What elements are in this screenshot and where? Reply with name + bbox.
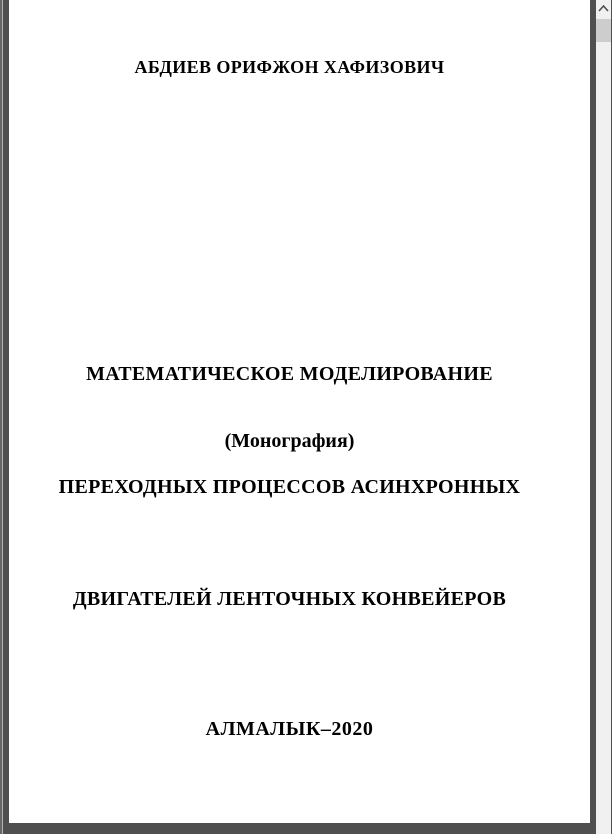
imprint-city-year: АЛМАЛЫК–2020: [205, 718, 374, 740]
book-title: [39, 281, 540, 694]
author-name: АБДИЕВ ОРИФЖОН ХАФИЗОВИЧ: [134, 57, 445, 77]
chevron-up-icon: [598, 5, 609, 12]
scrollbar-thumb[interactable]: [596, 19, 611, 42]
title-line-2: ПЕРЕХОДНЫХ ПРОЦЕССОВ АСИНХРОННЫХ: [58, 475, 521, 498]
title-line-3: ДВИГАТЕЛЕЙ ЛЕНТОЧНЫХ КОНВЕЙЕРОВ: [72, 588, 507, 610]
subtitle-monograph: (Монография): [224, 430, 355, 452]
title-line-1: МАТЕМАТИЧЕСКОЕ МОДЕЛИРОВАНИЕ: [86, 363, 493, 385]
window-left-edge-highlight: [2, 0, 3, 834]
document-page[interactable]: [9, 0, 590, 823]
scroll-up-button[interactable]: [596, 0, 611, 17]
vertical-scrollbar-track[interactable]: [596, 0, 611, 834]
